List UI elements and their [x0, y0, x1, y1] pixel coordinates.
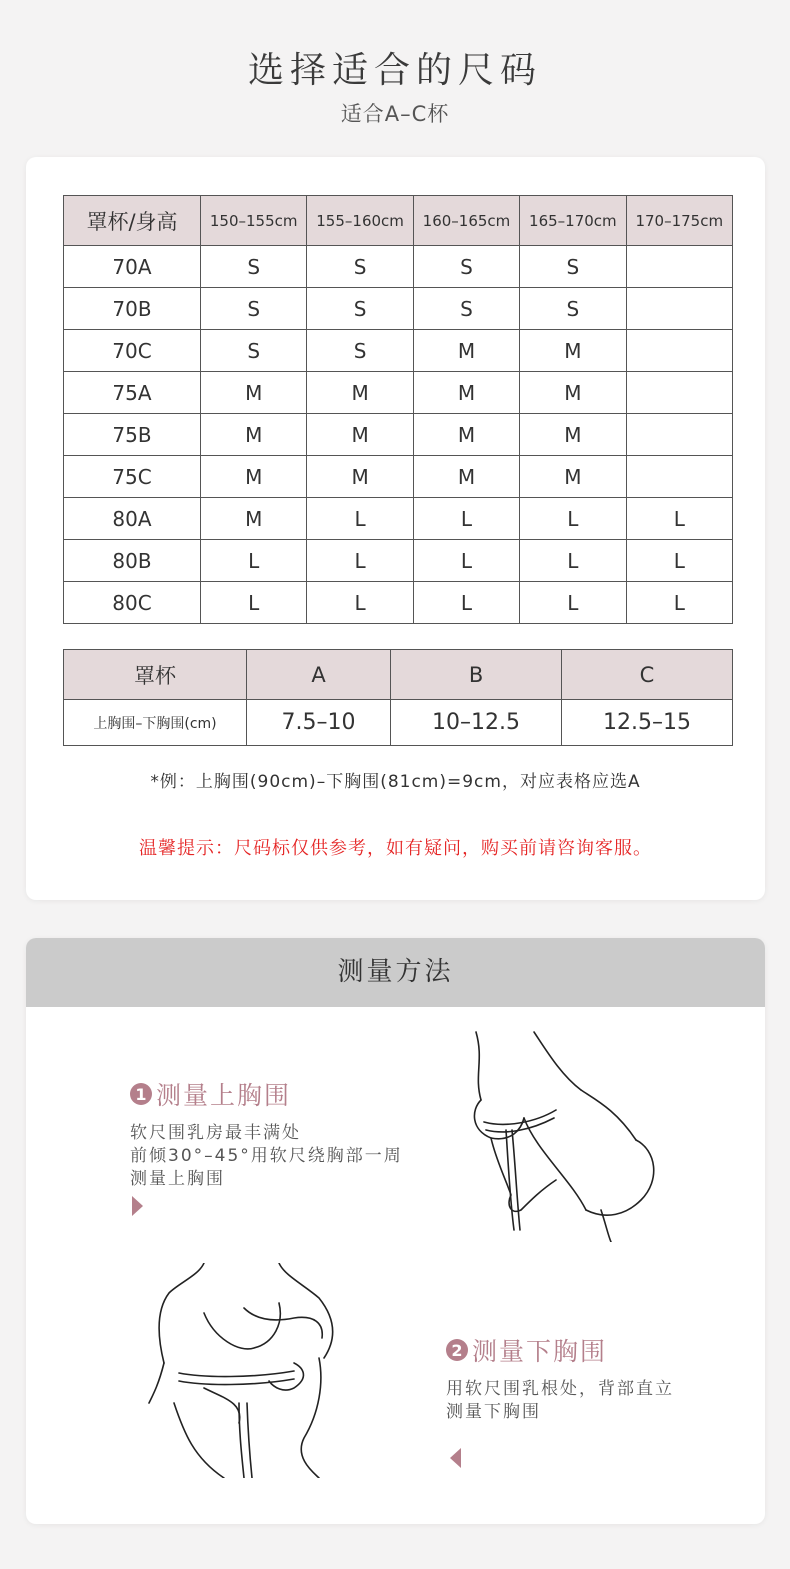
page-title: 选择适合的尺码 [247, 50, 542, 91]
size-cell: L [201, 540, 307, 582]
size-table-row [64, 330, 733, 372]
step-description [130, 1122, 403, 1191]
size-cell: M [413, 414, 519, 456]
size-cell: L [626, 582, 732, 624]
size-cell: M [201, 414, 307, 456]
step-desc-line: 软尺围乳房最丰满处 [130, 1123, 301, 1143]
size-cell: L [413, 540, 519, 582]
cup-table-corner: 罩杯 [64, 650, 247, 700]
size-table-row [64, 582, 733, 624]
size-table [63, 195, 733, 624]
step-number-badge: 1 [130, 1083, 152, 1105]
cup-size-label: 75B [64, 414, 201, 456]
size-cell: M [307, 372, 413, 414]
size-cell [626, 330, 732, 372]
cup-size-label: 80C [64, 582, 201, 624]
size-cell: L [520, 582, 626, 624]
cup-range-cell: 7.5–10 [247, 700, 391, 746]
step-title: 测量上胸围 [156, 1081, 292, 1110]
size-cell: L [201, 582, 307, 624]
cup-size-label: 75C [64, 456, 201, 498]
size-cell [626, 288, 732, 330]
size-table-header-row [64, 196, 733, 246]
size-cell: S [201, 330, 307, 372]
size-cell: M [201, 456, 307, 498]
height-column-header: 160–165cm [413, 196, 519, 246]
size-cell: M [307, 414, 413, 456]
step-desc-line: 测量下胸围 [446, 1402, 541, 1422]
cup-size-label: 70B [64, 288, 201, 330]
height-column-header: 165–170cm [520, 196, 626, 246]
triangle-left-icon [450, 1448, 461, 1468]
size-cell: M [520, 372, 626, 414]
size-table-row [64, 456, 733, 498]
size-cell: L [413, 498, 519, 540]
height-column-header: 155–160cm [307, 196, 413, 246]
page-header [0, 0, 790, 150]
size-cell: M [201, 498, 307, 540]
size-cell: S [307, 288, 413, 330]
size-cell: M [201, 372, 307, 414]
page-subtitle: 适合A–C杯 [340, 102, 450, 126]
tip-note: 温馨提示：尺码标仅供参考，如有疑问，购买前请咨询客服。 [139, 838, 652, 859]
size-cell: S [520, 246, 626, 288]
size-cell: L [626, 498, 732, 540]
size-table-row [64, 540, 733, 582]
size-cell: S [307, 330, 413, 372]
cup-column-header: C [562, 650, 733, 700]
size-cell: M [413, 456, 519, 498]
example-note: *例：上胸围(90cm)–下胸围(81cm)=9cm，对应表格应选A [150, 772, 641, 792]
step-under-bust [446, 1332, 674, 1424]
under-bust-illustration [144, 1263, 349, 1478]
size-cell: M [520, 414, 626, 456]
cup-table [63, 649, 733, 746]
size-cell: L [520, 540, 626, 582]
size-chart-card [26, 157, 765, 900]
step-number-badge: 2 [446, 1339, 468, 1361]
cup-size-label: 80B [64, 540, 201, 582]
size-cell: L [520, 498, 626, 540]
step-upper-bust [130, 1076, 403, 1191]
size-cell: L [307, 540, 413, 582]
cup-table-header-row [64, 650, 733, 700]
cup-size-label: 80A [64, 498, 201, 540]
size-cell: M [520, 456, 626, 498]
size-cell: M [413, 372, 519, 414]
step-description [446, 1378, 674, 1424]
size-cell: S [201, 246, 307, 288]
step-desc-line: 前倾30°–45°用软尺绕胸部一周 [130, 1146, 403, 1166]
size-cell: S [201, 288, 307, 330]
height-column-header: 150–155cm [201, 196, 307, 246]
size-cell: L [413, 582, 519, 624]
size-cell: M [413, 330, 519, 372]
cup-size-label: 75A [64, 372, 201, 414]
step-desc-line: 用软尺围乳根处，背部直立 [446, 1379, 674, 1399]
measure-section-title: 测量方法 [26, 938, 765, 1007]
step-desc-line: 测量上胸围 [130, 1169, 225, 1189]
measure-card [26, 938, 765, 1524]
step-title: 测量下胸围 [472, 1337, 608, 1366]
triangle-right-icon [132, 1196, 143, 1216]
size-table-body [64, 246, 733, 624]
size-table-corner: 罩杯/身高 [64, 196, 201, 246]
size-cell: L [307, 498, 413, 540]
size-cell: M [307, 456, 413, 498]
size-cell: L [626, 540, 732, 582]
size-cell [626, 246, 732, 288]
size-table-row [64, 414, 733, 456]
cup-table-row [64, 700, 733, 746]
size-cell: S [307, 246, 413, 288]
size-cell: L [307, 582, 413, 624]
size-cell: S [413, 288, 519, 330]
cup-table-row-label: 上胸围–下胸围(cm) [64, 700, 247, 746]
size-table-row [64, 498, 733, 540]
height-column-header: 170–175cm [626, 196, 732, 246]
cup-column-header: B [391, 650, 562, 700]
size-cell: M [520, 330, 626, 372]
size-table-row [64, 246, 733, 288]
size-cell: S [413, 246, 519, 288]
cup-size-label: 70A [64, 246, 201, 288]
size-cell: S [520, 288, 626, 330]
cup-range-cell: 12.5–15 [562, 700, 733, 746]
cup-size-label: 70C [64, 330, 201, 372]
size-cell [626, 372, 732, 414]
size-cell [626, 456, 732, 498]
size-table-row [64, 288, 733, 330]
cup-range-cell: 10–12.5 [391, 700, 562, 746]
size-table-row [64, 372, 733, 414]
upper-bust-illustration [466, 1030, 666, 1242]
cup-column-header: A [247, 650, 391, 700]
size-cell [626, 414, 732, 456]
